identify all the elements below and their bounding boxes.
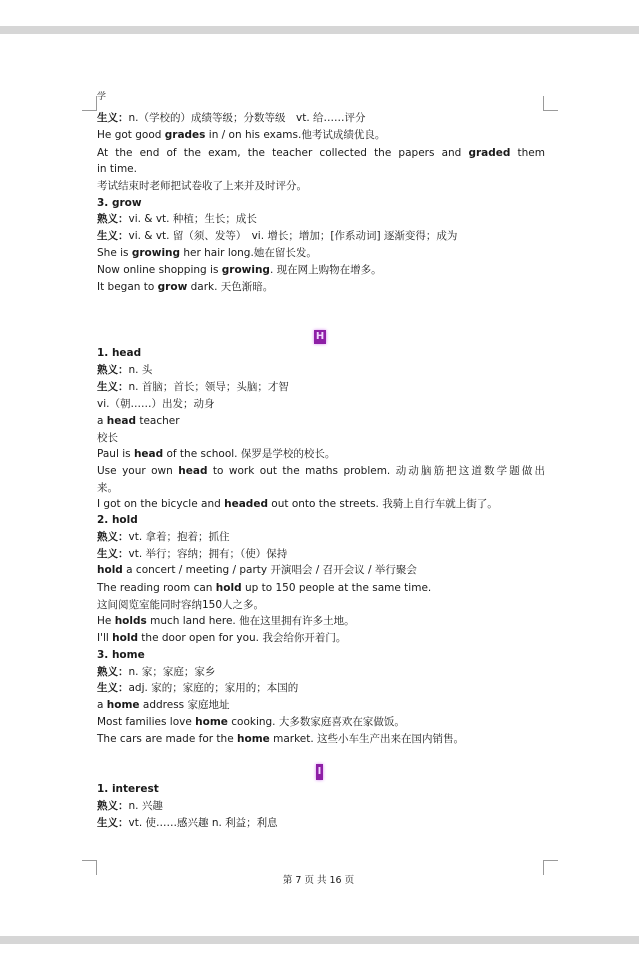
crop-mark-bottom-left	[82, 860, 97, 875]
text-line: 1. interest	[97, 783, 159, 795]
crop-mark-bottom-right	[543, 860, 558, 875]
text-line: Now online shopping is growing. 现在网上购物在增多。	[97, 264, 382, 276]
text-line: 3. grow	[97, 197, 142, 209]
crop-mark-top-right	[543, 96, 558, 111]
text-line: a head teacher	[97, 415, 180, 427]
text-line: I'll hold the door open for you. 我会给你开着门。	[97, 632, 347, 644]
text-line: 生义：n.（学校的）成绩等级；分数等级 vt. 给……评分	[97, 112, 366, 124]
text-line: 1. head	[97, 347, 142, 359]
text-line: He got good grades in / on his exams.他考试成绩优良。	[97, 129, 386, 141]
text-line: 生义：vi. & vt. 留（须、发等） vi. 增长；增加；[作系动词] 逐渐变得；成为	[97, 230, 458, 242]
text-line: It began to grow dark. 天色渐暗。	[97, 281, 274, 293]
text-line: The reading room can hold up to 150 people at the same time.	[97, 582, 432, 594]
text-line: At the end of the exam, the teacher collected the papers and graded them	[97, 147, 545, 159]
section-letter-i: I	[316, 764, 323, 780]
crop-mark-top-left	[82, 96, 97, 111]
text-line: a home address 家庭地址	[97, 699, 230, 711]
text-line: 来。	[97, 482, 118, 494]
text-line: 生义：vt. 使……感兴趣 n. 利益；利息	[97, 817, 278, 829]
section-letter-h: H	[315, 331, 325, 342]
text-line: 2. hold	[97, 514, 138, 526]
top-scroll-gutter	[0, 26, 639, 34]
header-char: 学	[97, 92, 107, 102]
text-line: 熟义：n. 头	[97, 364, 153, 376]
text-line: Paul is head of the school. 保罗是学校的校长。	[97, 448, 336, 460]
text-line: 生义：adj. 家的；家庭的；家用的；本国的	[97, 682, 299, 694]
text-line: 这间阅览室能同时容纳150人之多。	[97, 599, 265, 611]
text-line: 熟义：n. 兴趣	[97, 800, 163, 812]
text-line: She is growing her hair long.她在留长发。	[97, 247, 317, 259]
text-line: He holds much land here. 他在这里拥有许多土地。	[97, 615, 355, 627]
bottom-scroll-gutter	[0, 936, 639, 944]
text-line: 生义：vt. 举行；容纳；拥有；（使）保持	[97, 548, 288, 560]
text-line: Use your own head to work out the maths problem. 动动脑筋把这道数学题做出	[97, 465, 546, 477]
text-line: 考试结束时老师把试卷收了上来并及时评分。	[97, 180, 307, 192]
text-line: 熟义：vt. 拿着；抱着；抓住	[97, 531, 230, 543]
text-line: 熟义：vi. & vt. 种植；生长；成长	[97, 213, 257, 225]
text-line: vi.（朝……）出发；动身	[97, 398, 215, 410]
text-line: The cars are made for the home market. 这些小车生产出来在国内销售。	[97, 733, 465, 745]
text-line: 校长	[97, 432, 118, 444]
text-line: 生义：n. 首脑；首长；领导；头脑；才智	[97, 381, 289, 393]
text-line: 熟义：n. 家；家庭；家乡	[97, 666, 216, 678]
text-line: Most families love home cooking. 大多数家庭喜欢在家做饭。	[97, 716, 405, 728]
text-line: I got on the bicycle and headed out onto the streets. 我骑上自行车就上街了。	[97, 498, 498, 510]
text-line: in time.	[97, 163, 137, 175]
page-footer: 第 7 页 共 16 页	[282, 875, 355, 886]
text-line: hold a concert / meeting / party 开演唱会 / 召开会议 / 举行聚会	[97, 564, 417, 576]
text-line: 3. home	[97, 649, 145, 661]
